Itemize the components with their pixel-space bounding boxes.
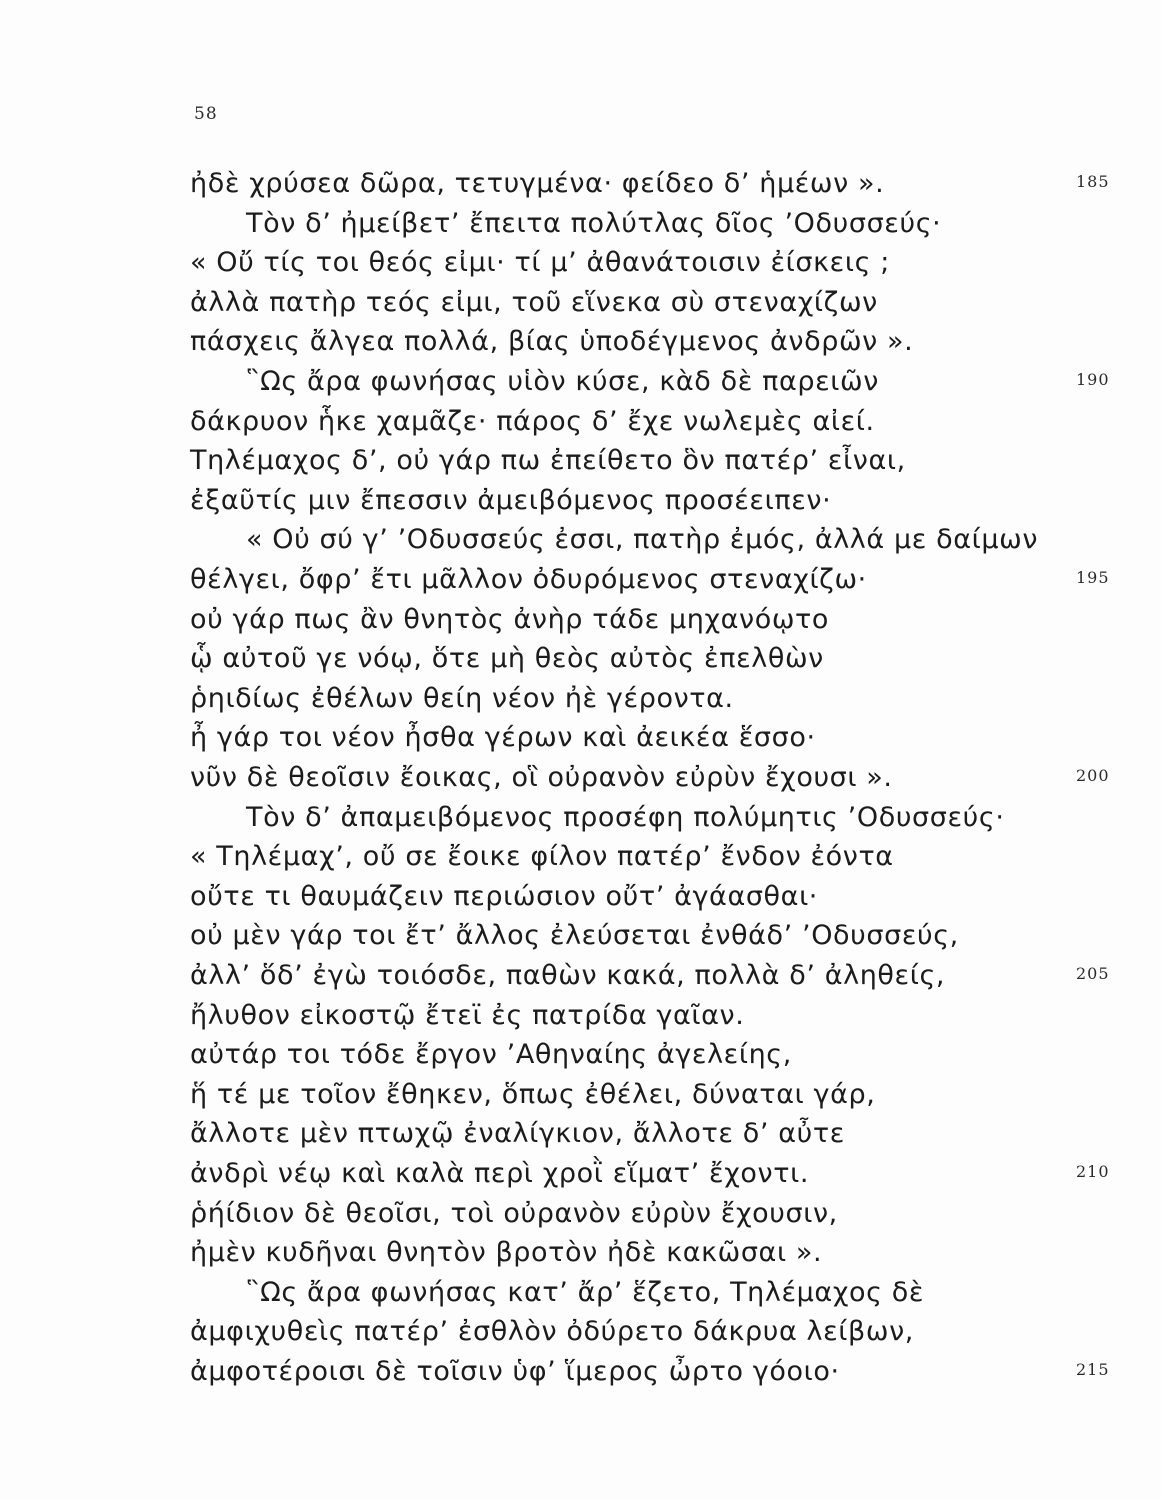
verse-text: δάκρυον ἧκε χαμᾶζε· πάρος δ’ ἔχε νωλεμὲς αἰεί. [190,405,875,437]
verse-text: ἥ τέ με τοῖον ἔθηκεν, ὅπως ἐθέλει, δύναται γάρ, [190,1078,876,1110]
verse-text: ἀμφιχυθεὶς πατέρ’ ἐσθλὸν ὀδύρετο δάκρυα λείβων, [190,1316,914,1348]
verse-text: ᾧ αὐτοῦ γε νόῳ, ὅτε μὴ θεὸς αὐτὸς ἐπελθὼν [190,643,824,675]
verse-line [0,877,1161,917]
verse-line [0,837,1161,877]
verse-line [0,441,1161,481]
verse-line [0,164,1161,204]
line-number: 195 [1076,568,1110,587]
verse-line [0,679,1161,719]
line-number: 200 [1076,766,1110,785]
verse-line [0,639,1161,679]
verse-line [0,600,1161,640]
verse-text: Τὸν δ’ ἀπαμειβόμενος προσέφη πολύμητις ’Οδυσσεύς· [246,801,1005,833]
verse-line [0,718,1161,758]
verse-text: ἀλλ’ ὅδ’ ἐγὼ τοιόσδε, παθὼν κακά, πολλὰ δ’ ἀληθείς, [190,960,946,991]
verse-text: ἐξαῦτίς μιν ἔπεσσιν ἀμειβόμενος προσέειπεν· [190,484,832,516]
page-number: 58 [194,104,218,124]
verse-text: ἠδὲ χρύσεα δῶρα, τετυγμένα· φείδεο δ’ ἡμέων ». [190,168,885,199]
verse-line [0,798,1161,838]
verse-text: ἀλλὰ πατὴρ τεός εἰμι, τοῦ εἵνεκα σὺ στεναχίζων [190,286,878,318]
verse-line [0,402,1161,442]
line-number: 185 [1076,172,1110,191]
verse-text: ἠμὲν κυδῆναι θνητὸν βροτὸν ἠδὲ κακῶσαι ». [190,1237,823,1269]
verse-line [0,956,1161,996]
verse-line [0,362,1161,402]
verse-text: « Οὔ τίς τοι θεός εἰμι· τί μ’ ἀθανάτοισιν ἐίσκεις ; [190,247,890,279]
verse-text: οὐ γάρ πως ἂν θνητὸς ἀνὴρ τάδε μηχανόῳτο [190,603,830,635]
line-number: 210 [1076,1162,1110,1181]
verse-line [0,996,1161,1036]
line-number: 215 [1076,1360,1110,1379]
line-number: 190 [1076,370,1110,389]
verse-text: ῝Ως ἄρα φωνήσας κατ’ ἄρ’ ἕζετο, Τηλέμαχος δὲ [246,1276,925,1308]
verse-line [0,758,1161,798]
verse-text: ἤλυθον εἰκοστῷ ἔτεϊ ἐς πατρίδα γαῖαν. [190,999,745,1031]
verse-text: ῥηιδίως ἐθέλων θείη νέον ἠὲ γέροντα. [190,682,734,714]
verse-text: ῥήίδιον δὲ θεοῖσι, τοὶ οὐρανὸν εὐρὺν ἔχουσιν, [190,1197,838,1229]
verse-line [0,481,1161,521]
verse-text: αὐτάρ τοι τόδε ἔργον ’Αθηναίης ἀγελείης, [190,1039,792,1071]
verse-text: Τηλέμαχος δ’, οὐ γάρ πω ἐπείθετο ὃν πατέρ’ εἶναι, [190,445,906,477]
verse-text: « Οὐ σύ γ’ ’Οδυσσεύς ἐσσι, πατὴρ ἐμός, ἀλλά με δαίμων [246,524,1039,556]
verse-text: ἦ γάρ τοι νέον ἦσθα γέρων καὶ ἀεικέα ἕσσο· [190,722,816,754]
verse-line [0,1154,1161,1194]
verse-line [0,1352,1161,1392]
verse-line [0,1035,1161,1075]
verse-line [0,560,1161,600]
verse-line [0,916,1161,956]
verse-text: ἀμφοτέροισι δὲ τοῖσιν ὑφ’ ἵμερος ὦρτο γόοιο· [190,1356,840,1387]
verse-line [0,1273,1161,1313]
verse-text: θέλγει, ὄφρ’ ἔτι μᾶλλον ὀδυρόμενος στεναχίζω· [190,564,867,595]
verse-text: οὐ μὲν γάρ τοι ἔτ’ ἄλλος ἐλεύσεται ἐνθάδ’ ’Οδυσσεύς, [190,920,959,952]
verse-text: Τὸν δ’ ἠμείβετ’ ἔπειτα πολύτλας δῖος ’Οδυσσεύς· [246,207,942,239]
verse-line [0,520,1161,560]
verse-line [0,1075,1161,1115]
verse-text: νῦν δὲ θεοῖσιν ἔοικας, οἳ οὐρανὸν εὐρὺν ἔχουσι ». [190,762,893,793]
verse-text: « Τηλέμαχ’, οὔ σε ἔοικε φίλον πατέρ’ ἔνδον ἐόντα [190,841,894,873]
verse-text: ῝Ως ἄρα φωνήσας υἱὸν κύσε, κὰδ δὲ παρειῶν [246,366,879,397]
verse-line [0,1233,1161,1273]
verse-line [0,1194,1161,1234]
verse-text: ἀνδρὶ νέῳ καὶ καλὰ περὶ χροῒ εἵματ’ ἔχοντι. [190,1158,809,1189]
verse-line [0,322,1161,362]
verse-line [0,1114,1161,1154]
verse-text: ἄλλοτε μὲν πτωχῷ ἐναλίγκιον, ἄλλοτε δ’ αὖτε [190,1118,845,1150]
verse-text: οὔτε τι θαυμάζειν περιώσιον οὔτ’ ἀγάασθαι· [190,880,818,912]
verse-line [0,1312,1161,1352]
verse-line [0,243,1161,283]
verse-line [0,283,1161,323]
line-number: 205 [1076,964,1110,983]
verse-line [0,204,1161,244]
verse-text: πάσχεις ἄλγεα πολλά, βίας ὑποδέγμενος ἀνδρῶν ». [190,326,914,358]
